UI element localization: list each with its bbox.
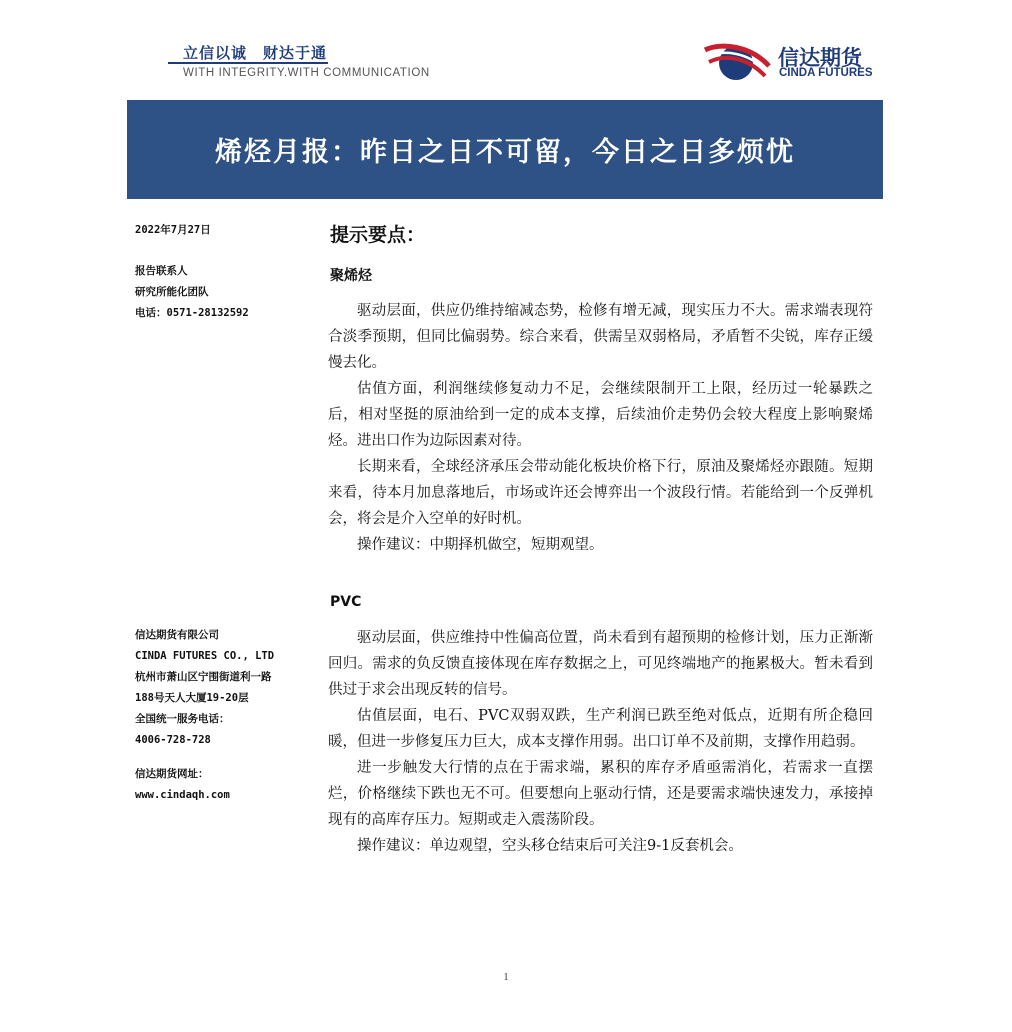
- report-date-block: [135, 220, 211, 241]
- paragraph: 估值层面，电石、PVC双弱双跌，生产利润已跌至绝对低点，近期有所企稳回暖，但进一步修复压力巨大，成本支撑作用弱。出口订单不及前期，支撑作用趋弱。: [328, 708, 873, 750]
- header-slogan-cn: 立信以诚 财达于通: [183, 44, 328, 62]
- section-body-pvc: [328, 625, 873, 859]
- paragraph: 操作建议：单边观望，空头移仓结束后可关注9-1反套机会。: [357, 838, 743, 854]
- company-line: 全国统一服务电话：: [135, 713, 230, 725]
- paragraph: 操作建议：中期择机做空，短期观望。: [357, 537, 604, 553]
- company-block: [135, 625, 274, 751]
- section-body-polyolefin: [328, 298, 873, 558]
- section-title-polyolefin: 聚烯烃: [330, 268, 372, 284]
- company-line: 188号天人大厦19-20层: [135, 692, 249, 704]
- contact-line: 研究所能化团队: [135, 286, 209, 298]
- website-link[interactable]: www.cindaqh.com: [135, 789, 230, 801]
- report-date: 2022年7月27日: [135, 224, 211, 236]
- company-line: 4006-728-728: [135, 734, 211, 746]
- website-block: [135, 764, 230, 806]
- paragraph: 估值方面，利润继续修复动力不足，会继续限制开工上限，经历过一轮暴跌之后，相对坚挺的原油给到一定的成本支撑，后续油价走势仍会较大程度上影响聚烯烃。进出口作为边际因素对待。: [328, 381, 873, 449]
- title-banner: [127, 100, 883, 199]
- paragraph: 长期来看，全球经济承压会带动能化板块价格下行，原油及聚烯烃亦跟随。短期来看，待本月加息落地后，市场或许还会博弈出一个波段行情。若能给到一个反弹机会，将会是介入空单的好时机。: [328, 459, 873, 527]
- header-slogan-en: WITH INTEGRITY.WITH COMMUNICATION: [183, 67, 430, 79]
- logo-name: 信达期货: [778, 46, 862, 70]
- report-title: 烯烃月报：昨日之日不可留，今日之日多烦忧: [215, 137, 795, 168]
- page-number: 1: [503, 972, 509, 983]
- contact-line: 报告联系人: [135, 265, 188, 277]
- website-label: 信达期货网址：: [135, 768, 209, 780]
- company-line: 信达期货有限公司: [135, 629, 219, 641]
- company-line: 杭州市萧山区宁围街道利一路: [135, 671, 272, 683]
- section-title-pvc: PVC: [330, 594, 362, 610]
- key-points-heading: 提示要点：: [330, 224, 426, 246]
- company-line: CINDA FUTURES CO., LTD: [135, 650, 275, 662]
- slogan-divider: [168, 62, 328, 64]
- paragraph: 驱动层面，供应维持中性偏高位置，尚未看到有超预期的检修计划，压力正渐渐回归。需求的负反馈直接体现在库存数据之上，可见终端地产的拖累极大。暂未看到供过于求会出现反转的信号。: [328, 630, 873, 698]
- contact-block: [135, 261, 249, 324]
- paragraph: 进一步触发大行情的点在于需求端，累积的库存矛盾亟需消化，若需求一直摆烂，价格继续下跌也无不可。但要想向上驱动行情，还是要需求端快速发力，承接掉现有的高库存压力。短期或走入震荡阶段。: [328, 760, 873, 828]
- contact-line: 电话：0571-28132592: [135, 307, 249, 319]
- paragraph: 驱动层面，供应仍维持缩减态势，检修有增无减，现实压力不大。需求端表现符合淡季预期，但同比偏弱势。综合来看，供需呈双弱格局，矛盾暂不尖锐，库存正缓慢去化。: [328, 303, 873, 371]
- logo-en: CINDA FUTURES: [779, 67, 873, 79]
